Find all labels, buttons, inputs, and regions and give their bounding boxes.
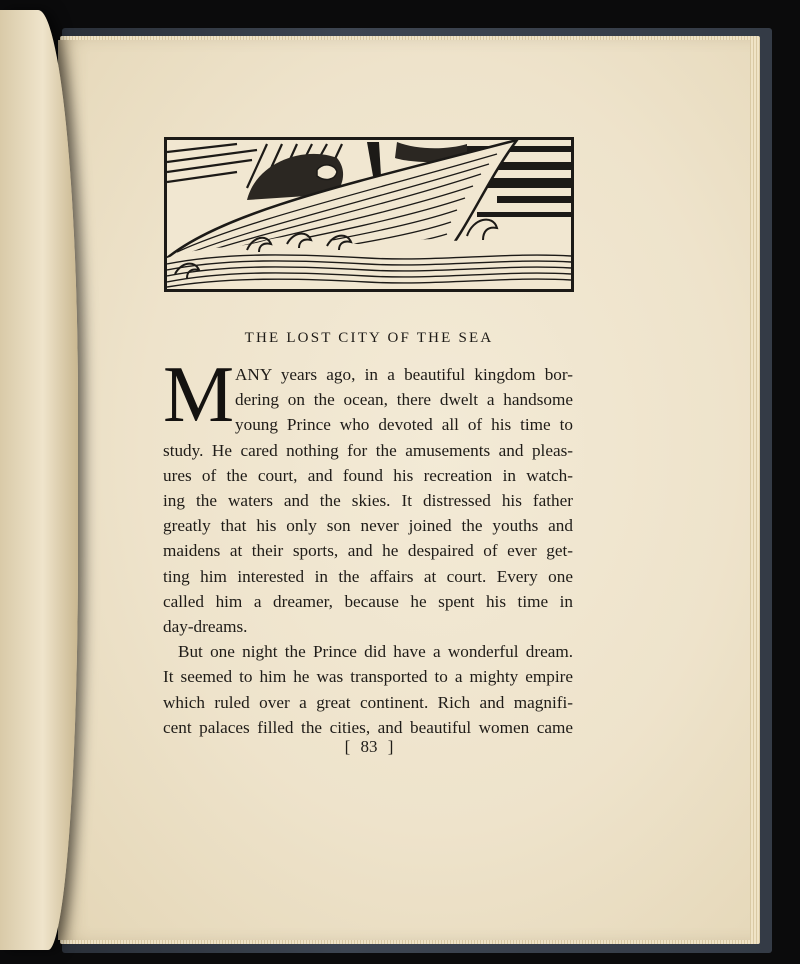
- text-line: maidens at their sports, and he despaired of ever get-: [163, 541, 573, 561]
- page-number: [ 83 ]: [344, 737, 394, 756]
- text-line: ting him interested in the affairs at court. Every one: [163, 566, 573, 586]
- text-line: ing the waters and the skies. It distressed his father: [163, 491, 573, 511]
- woodcut-illustration: [164, 137, 574, 292]
- text-line: ANY years ago, in a beautiful kingdom bor-: [235, 365, 573, 384]
- text-line: But one night the Prince did have a wonderful dream.: [178, 642, 573, 662]
- chapter-title: THE LOST CITY OF THE SEA: [244, 330, 494, 346]
- text-line: called him a dreamer, because he spent his time in: [163, 591, 573, 611]
- text-line: which ruled over a great continent. Rich and magnifi-: [163, 692, 573, 712]
- text-line: young Prince who devoted all of his time to: [235, 415, 573, 435]
- body-text: [163, 351, 573, 740]
- drop-cap: M: [163, 351, 235, 439]
- left-page: [0, 10, 78, 950]
- text-line: dering on the ocean, there dwelt a handsome: [235, 390, 573, 410]
- text-line: ures of the court, and found his recreation in watch-: [163, 465, 573, 485]
- text-line: study. He cared nothing for the amusements and pleas-: [163, 440, 573, 460]
- boat-waves-image: [167, 140, 571, 289]
- text-line: cent palaces filled the cities, and beautiful women came: [163, 717, 573, 737]
- text-line: It seemed to him he was transported to a mighty empire: [163, 667, 573, 687]
- text-line: day-dreams.: [163, 617, 248, 637]
- text-line: greatly that his only son never joined the youths and: [163, 516, 573, 536]
